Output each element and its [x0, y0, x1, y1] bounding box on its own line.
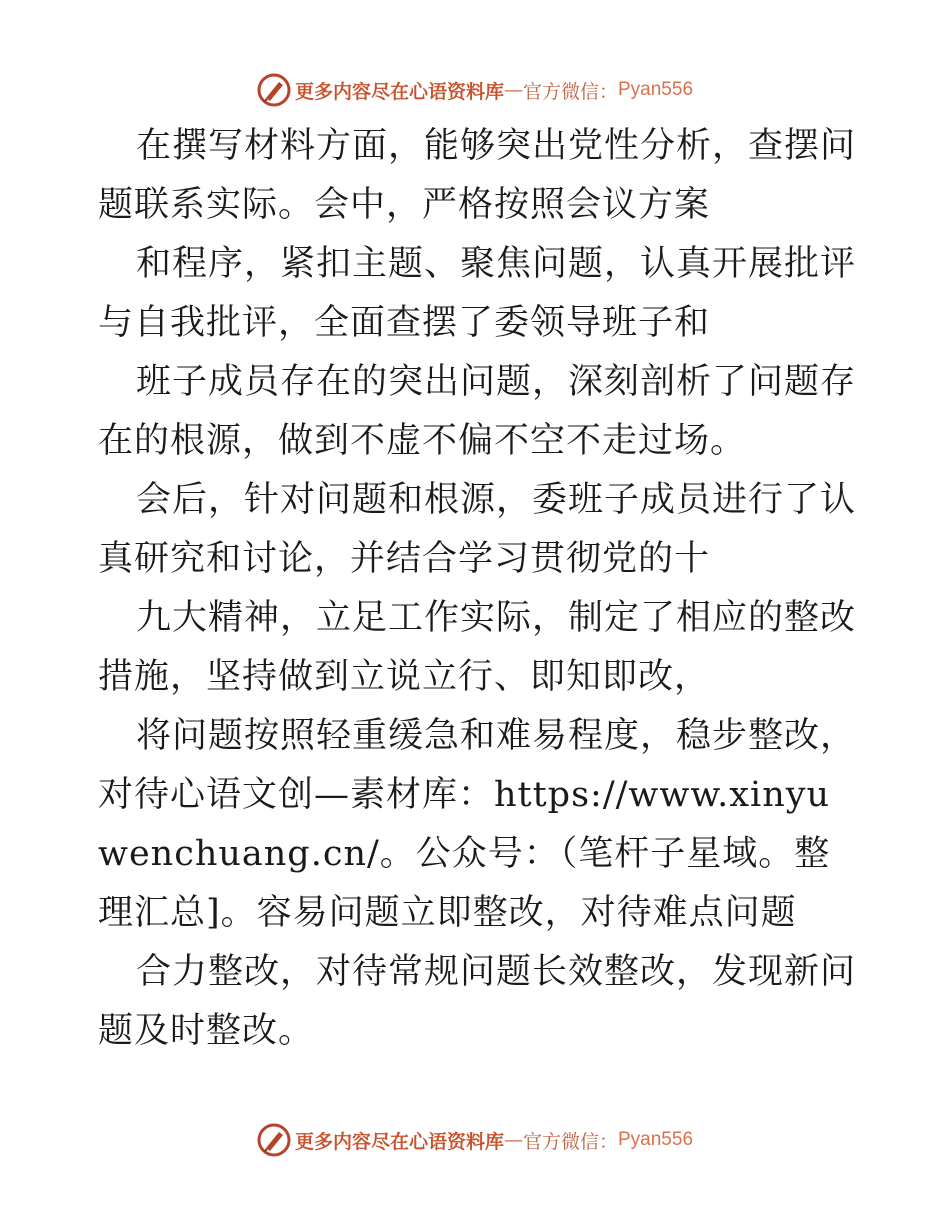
banner-contact-id: Pyan556	[618, 1129, 694, 1150]
banner-separator: —	[503, 1129, 523, 1151]
header-banner	[0, 68, 950, 112]
banner-separator: —	[503, 79, 523, 101]
paragraph: 合力整改，对待常规问题长效整改，发现新问题及时整改。	[98, 952, 857, 1051]
pen-logo-icon	[257, 1123, 291, 1157]
document-body	[98, 117, 858, 1061]
paragraph: 会后，针对问题和根源，委班子成员进行了认真研究和讨论，并结合学习贯彻党的十	[98, 480, 857, 579]
banner-text: 更多内容尽在心语资料库	[294, 1130, 504, 1153]
pen-logo-icon	[257, 73, 291, 107]
paragraph: 和程序，紧扣主题、聚焦问题，认真开展批评与自我批评，全面查摆了委领导班子和	[98, 244, 857, 343]
banner-text: 更多内容尽在心语资料库	[294, 80, 504, 103]
footer-banner	[0, 1118, 950, 1162]
paragraph: 在撰写材料方面，能够突出党性分析，查摆问题联系实际。会中，严格按照会议方案	[98, 126, 857, 225]
banner-contact-label: 官方微信：	[522, 80, 618, 103]
paragraph: 班子成员存在的突出问题，深刻剖析了问题存在的根源，做到不虚不偏不空不走过场。	[98, 362, 857, 461]
banner-contact-id: Pyan556	[618, 79, 694, 100]
paragraph: 九大精神，立足工作实际，制定了相应的整改措施，坚持做到立说立行、即知即改，	[98, 598, 857, 697]
banner-contact-label: 官方微信：	[522, 1130, 618, 1153]
paragraph: 将问题按照轻重缓急和难易程度，稳步整改，对待心语文创—素材库：https://www.xinyuwenchuang.cn/。公众号：（笔杆子星域。整理汇总]。容易问题立即整改，对待难点问题	[98, 716, 857, 933]
